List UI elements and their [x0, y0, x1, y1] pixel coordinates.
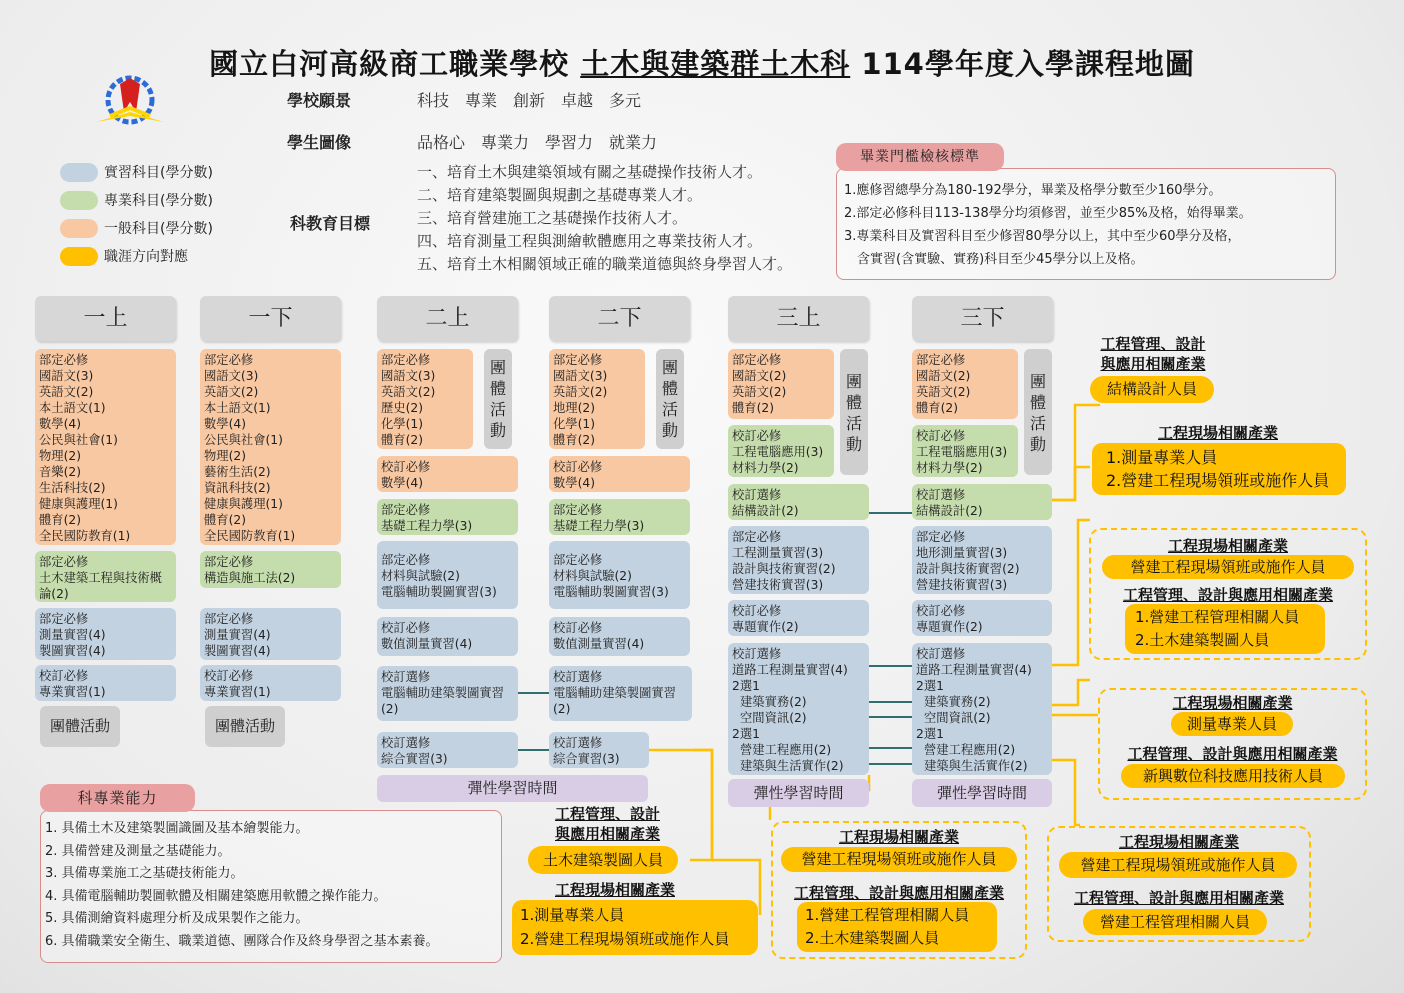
career-c3-items2: 1.營建工程管理相關人員 2.土木建築製圖人員	[1125, 604, 1325, 654]
career-c8-item2: 營建工程管理相關人員	[1083, 909, 1267, 935]
s2-team-activity: 團體活動	[205, 706, 285, 747]
ability-item: 5. 具備測繪資料處理分析及成果製作之能力。	[45, 911, 309, 926]
ability-item: 4. 具備電腦輔助製圖軟體及相關建築應用軟體之操作能力。	[45, 888, 387, 904]
career-c4-header2: 工程管理、設計與應用相關產業	[1127, 745, 1338, 763]
graduation-title: 畢業門檻檢核標準	[836, 143, 1004, 171]
semester-header: 三上	[728, 296, 869, 341]
s1-general-courses: 部定必修 國語文(3) 英語文(2) 本土語文(1) 數學(4) 公民與社會(1) 物理(2) 音樂(2) 生活科技(2) 健康與護理(1) 體育(2) 全民國防教育(1)	[35, 349, 176, 545]
legend-swatch	[60, 191, 98, 210]
page-title: 國立白河高級商工職業學校 土木與建築群土木科 114學年度入學課程地圖	[209, 47, 1195, 81]
grad-item: 3.專業科目及實習科目至少修習80學分以上，其中至少60學分及格，	[844, 229, 1241, 244]
legend-swatch	[60, 219, 98, 238]
career-c4-item2: 新興數位科技應用技術人員	[1121, 764, 1345, 788]
s1-school-practice: 校訂必修 專業實習(1)	[35, 665, 176, 701]
s6-electives: 校訂選修 道路工程測量實習(4) 2選1 建築實務(2) 空間資訊(2) 2選1 營建工程應用(2) 建築與生活實作(2)	[912, 643, 1052, 775]
goal-item: 一、培育土木與建築領域有關之基礎操作技術人才。	[417, 163, 763, 181]
career-c3-header1: 工程現場相關產業	[1167, 537, 1288, 555]
career-c5-item: 土木建築製圖人員	[528, 846, 678, 874]
career-c7-items2: 1.營建工程管理相關人員 2.土木建築製圖人員	[797, 902, 997, 952]
s6-school-practice: 校訂必修 專題實作(2)	[912, 600, 1052, 636]
career-c5-header: 工程管理、設計 與應用相關產業	[554, 805, 660, 843]
career-c7-item1: 營建工程現場領班或施作人員	[781, 847, 1017, 872]
legend-swatch	[60, 163, 98, 182]
career-c2-header: 工程現場相關產業	[1157, 424, 1278, 442]
s4-team-activity: 團體活動	[656, 349, 684, 449]
s5-elective-structure: 校訂選修 結構設計(2)	[728, 484, 869, 520]
s2-school-practice: 校訂必修 專業實習(1)	[200, 665, 341, 701]
s6-professional-courses: 校訂必修 工程電腦應用(3) 材料力學(2)	[912, 425, 1018, 477]
goal-item: 四、培育測量工程與測繪軟體應用之專業技術人才。	[417, 232, 763, 250]
ability-item: 2. 具備營建及測量之基礎能力。	[45, 843, 231, 859]
career-c1-header: 工程管理、設計 與應用相關產業	[1100, 335, 1206, 373]
semester-header: 一下	[200, 296, 341, 341]
ability-title: 科專業能力	[40, 784, 195, 812]
s1-practice-courses: 部定必修 測量實習(4) 製圖實習(4)	[35, 608, 176, 660]
legend	[60, 158, 213, 270]
semester-header: 二上	[377, 296, 518, 341]
goals-list	[417, 161, 792, 276]
ability-item: 6. 具備職業安全衛生、職業道德、團隊合作及終身學習之基本素養。	[45, 933, 439, 949]
career-c1-item: 結構設計人員	[1090, 376, 1214, 403]
legend-swatch	[60, 247, 98, 266]
career-c7-header1: 工程現場相關產業	[838, 828, 959, 846]
s1-professional-courses: 部定必修 土木建築工程與技術概論(2)	[35, 551, 176, 602]
s6-general-courses: 部定必修 國語文(2) 英語文(2) 體育(2)	[912, 349, 1018, 419]
portrait-value: 品格心 專業力 學習力 就業力	[417, 133, 658, 152]
s4-elective-comprehensive: 校訂選修 綜合實習(3)	[549, 732, 649, 768]
semester-header: 一上	[35, 296, 176, 341]
career-c6-header: 工程現場相關產業	[554, 881, 675, 899]
legend-item: 實習科目(學分數)	[60, 158, 213, 186]
semester-header: 二下	[549, 296, 690, 341]
s5-school-practice: 校訂必修 專題實作(2)	[728, 600, 869, 636]
s3-school-practice: 校訂必修 數值測量實習(4)	[377, 617, 518, 656]
s4-math-course: 校訂必修 數學(4)	[549, 456, 690, 492]
legend-item: 職涯方向對應	[60, 242, 213, 270]
s3-elective-cad: 校訂選修 電腦輔助建築製圖實習 (2)	[377, 666, 518, 721]
s4-school-practice: 校訂必修 數值測量實習(4)	[549, 617, 690, 656]
grad-item: 2.部定必修科目113-138學分均須修習，並至少85%及格，始得畢業。	[844, 206, 1252, 221]
s5-team-activity: 團體活動	[840, 349, 868, 475]
grad-item: 含實習(含實驗、實務)科目至少45學分以上及格。	[844, 252, 1144, 267]
s3-practice-courses: 部定必修 材料與試驗(2) 電腦輔助製圖實習(3)	[377, 541, 518, 609]
s4-professional-courses: 部定必修 基礎工程力學(3)	[549, 499, 690, 535]
career-c4-item1: 測量專業人員	[1171, 712, 1293, 736]
s6-team-activity: 團體活動	[1024, 349, 1052, 475]
school-logo	[90, 72, 170, 132]
s5-electives: 校訂選修 道路工程測量實習(4) 2選1 建築實務(2) 空間資訊(2) 2選1 營建工程應用(2) 建築與生活實作(2)	[728, 643, 869, 775]
s3-s4-flex-time: 彈性學習時間	[377, 775, 648, 802]
s5-general-courses: 部定必修 國語文(2) 英語文(2) 體育(2)	[728, 349, 834, 419]
s5-professional-courses: 校訂必修 工程電腦應用(3) 材料力學(2)	[728, 425, 834, 477]
ability-item: 3. 具備專業施工之基礎技術能力。	[45, 866, 244, 881]
s5-flex-time: 彈性學習時間	[728, 779, 869, 807]
goal-item: 三、培育營建施工之基礎操作技術人才。	[417, 209, 688, 227]
graduation-list	[844, 179, 1252, 271]
s3-elective-comprehensive: 校訂選修 綜合實習(3)	[377, 732, 518, 768]
s3-team-activity: 團體活動	[484, 349, 512, 449]
vision-value: 科技 專業 創新 卓越 多元	[417, 91, 642, 110]
s2-practice-courses: 部定必修 測量實習(4) 製圖實習(4)	[200, 608, 341, 660]
s6-flex-time: 彈性學習時間	[912, 779, 1052, 807]
career-c3-item1: 營建工程現場領班或施作人員	[1102, 555, 1354, 579]
career-c8-item1: 營建工程現場領班或施作人員	[1059, 852, 1297, 878]
legend-item: 一般科目(學分數)	[60, 214, 213, 242]
ability-item: 1. 具備土木及建築製圖識圖及基本繪製能力。	[45, 821, 309, 836]
s3-professional-courses: 部定必修 基礎工程力學(3)	[377, 499, 518, 535]
career-c4-header1: 工程現場相關產業	[1172, 694, 1293, 712]
s4-practice-courses: 部定必修 材料與試驗(2) 電腦輔助製圖實習(3)	[549, 541, 690, 609]
goal-item: 二、培育建築製圖與規劃之基礎專業人才。	[417, 186, 703, 204]
career-c6-items: 1.測量專業人員 2.營建工程現場領班或施作人員	[512, 900, 758, 955]
ability-list	[45, 818, 439, 953]
s6-elective-structure: 校訂選修 結構設計(2)	[912, 484, 1052, 520]
legend-item: 專業科目(學分數)	[60, 186, 213, 214]
career-c7-header2: 工程管理、設計與應用相關產業	[793, 884, 1004, 902]
career-c8-header1: 工程現場相關產業	[1118, 833, 1239, 851]
goal-item: 五、培育土木相關領域正確的職業道德與終身學習人才。	[417, 255, 793, 273]
career-c2-items: 1.測量專業人員 2.營建工程現場領班或施作人員	[1092, 443, 1346, 495]
s2-professional-courses: 部定必修 構造與施工法(2)	[200, 551, 341, 588]
s3-general-courses: 部定必修 國語文(3) 英語文(2) 歷史(2) 化學(1) 體育(2)	[377, 349, 473, 449]
career-c3-header2: 工程管理、設計與應用相關產業	[1122, 586, 1333, 604]
grad-item: 1.應修習總學分為180-192學分，畢業及格學分數至少160學分。	[844, 183, 1222, 198]
s4-general-courses: 部定必修 國語文(3) 英語文(2) 地理(2) 化學(1) 體育(2)	[549, 349, 645, 449]
semester-header: 三下	[912, 296, 1053, 341]
career-c8-header2: 工程管理、設計與應用相關產業	[1073, 889, 1284, 907]
portrait-label: 學生圖像	[287, 133, 352, 152]
s6-practice-courses: 部定必修 地形測量實習(3) 設計與技術實習(2) 營建技術實習(3)	[912, 526, 1052, 594]
s5-practice-courses: 部定必修 工程測量實習(3) 設計與技術實習(2) 營建技術實習(3)	[728, 526, 869, 594]
goals-label: 科教育目標	[290, 214, 371, 233]
s4-elective-cad: 校訂選修 電腦輔助建築製圖實習 (2)	[549, 666, 692, 721]
vision-label: 學校願景	[287, 91, 352, 110]
s3-math-course: 校訂必修 數學(4)	[377, 456, 518, 492]
s2-general-courses: 部定必修 國語文(3) 英語文(2) 本土語文(1) 數學(4) 公民與社會(1) 物理(2) 藝術生活(2) 資訊科技(2) 健康與護理(1) 體育(2) 全民國防教育(1)	[200, 349, 341, 545]
s1-team-activity: 團體活動	[40, 706, 120, 747]
